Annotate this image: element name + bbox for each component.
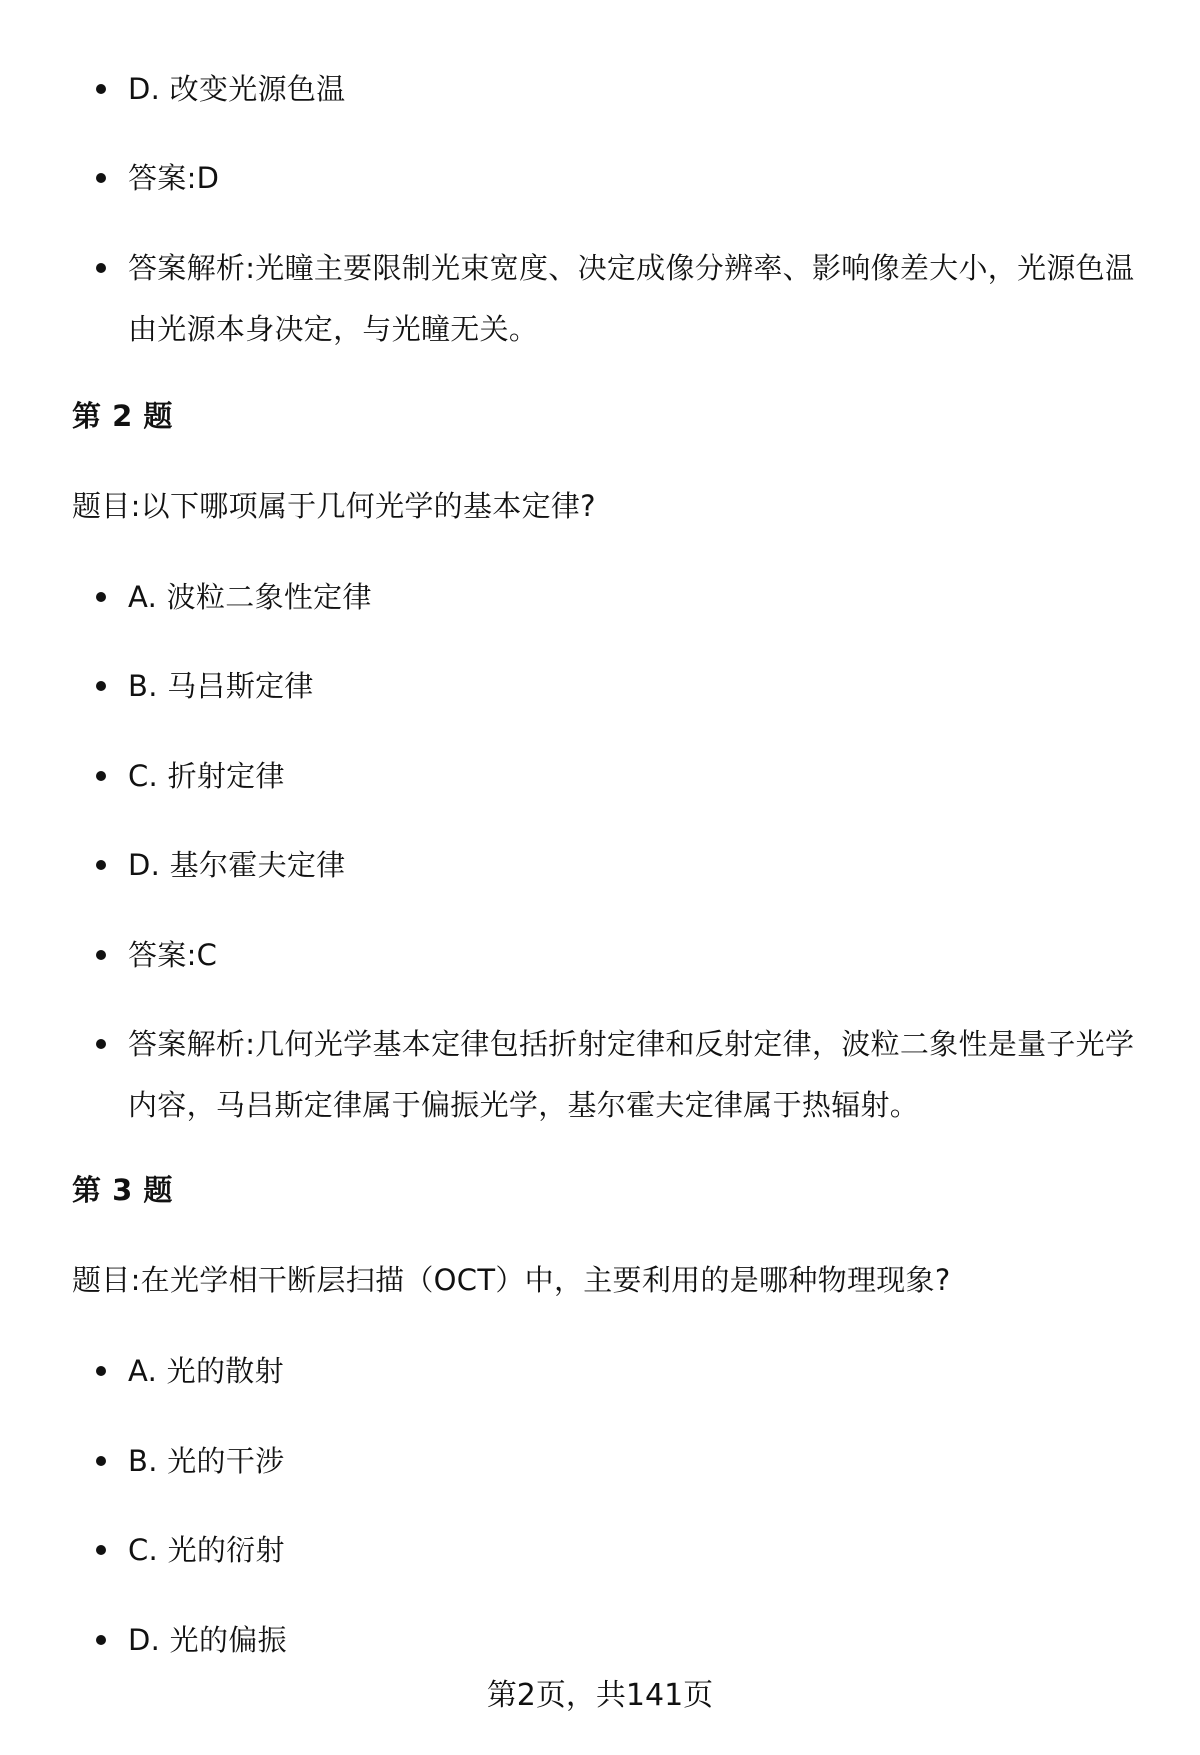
q3-heading: 第 3 题	[72, 1173, 173, 1207]
bullet-marker	[96, 84, 106, 94]
bullet-marker	[96, 1456, 106, 1466]
bullet-marker	[96, 1635, 106, 1645]
q2-option-a: A. 波粒二象性定律	[128, 580, 372, 614]
q1-answer: 答案:D	[128, 161, 220, 195]
bullet-marker	[96, 860, 106, 870]
q2-option-d: D. 基尔霍夫定律	[128, 848, 346, 882]
q1-option-d: D. 改变光源色温	[128, 72, 346, 106]
bullet-marker	[96, 263, 106, 273]
q3-question: 题目:在光学相干断层扫描（OCT）中，主要利用的是哪种物理现象?	[72, 1263, 951, 1297]
q2-answer: 答案:C	[128, 938, 218, 972]
bullet-marker	[96, 1366, 106, 1376]
q3-option-b: B. 光的干涉	[128, 1444, 285, 1478]
q2-option-c: C. 折射定律	[128, 759, 285, 793]
page-number-footer: 第2页，共141页	[486, 1678, 714, 1713]
bullet-marker	[96, 592, 106, 602]
q1-explanation: 答案解析:光瞳主要限制光束宽度、决定成像分辨率、影响像差大小，光源色温由光源本身决定，与光瞳无关。	[128, 251, 1135, 346]
bullet-marker	[96, 1039, 106, 1049]
bullet-marker	[96, 173, 106, 183]
bullet-marker	[96, 950, 106, 960]
bullet-marker	[96, 1545, 106, 1555]
q3-option-c: C. 光的衍射	[128, 1533, 285, 1567]
q2-question: 题目:以下哪项属于几何光学的基本定律?	[72, 489, 596, 523]
q2-option-b: B. 马吕斯定律	[128, 669, 314, 703]
q3-option-d: D. 光的偏振	[128, 1623, 287, 1657]
q3-option-a: A. 光的散射	[128, 1354, 284, 1388]
q2-heading: 第 2 题	[72, 399, 173, 433]
bullet-marker	[96, 771, 106, 781]
bullet-marker	[96, 681, 106, 691]
q2-explanation: 答案解析:几何光学基本定律包括折射定律和反射定律，波粒二象性是量子光学内容，马吕斯定律属于偏振光学，基尔霍夫定律属于热辐射。	[128, 1027, 1135, 1122]
